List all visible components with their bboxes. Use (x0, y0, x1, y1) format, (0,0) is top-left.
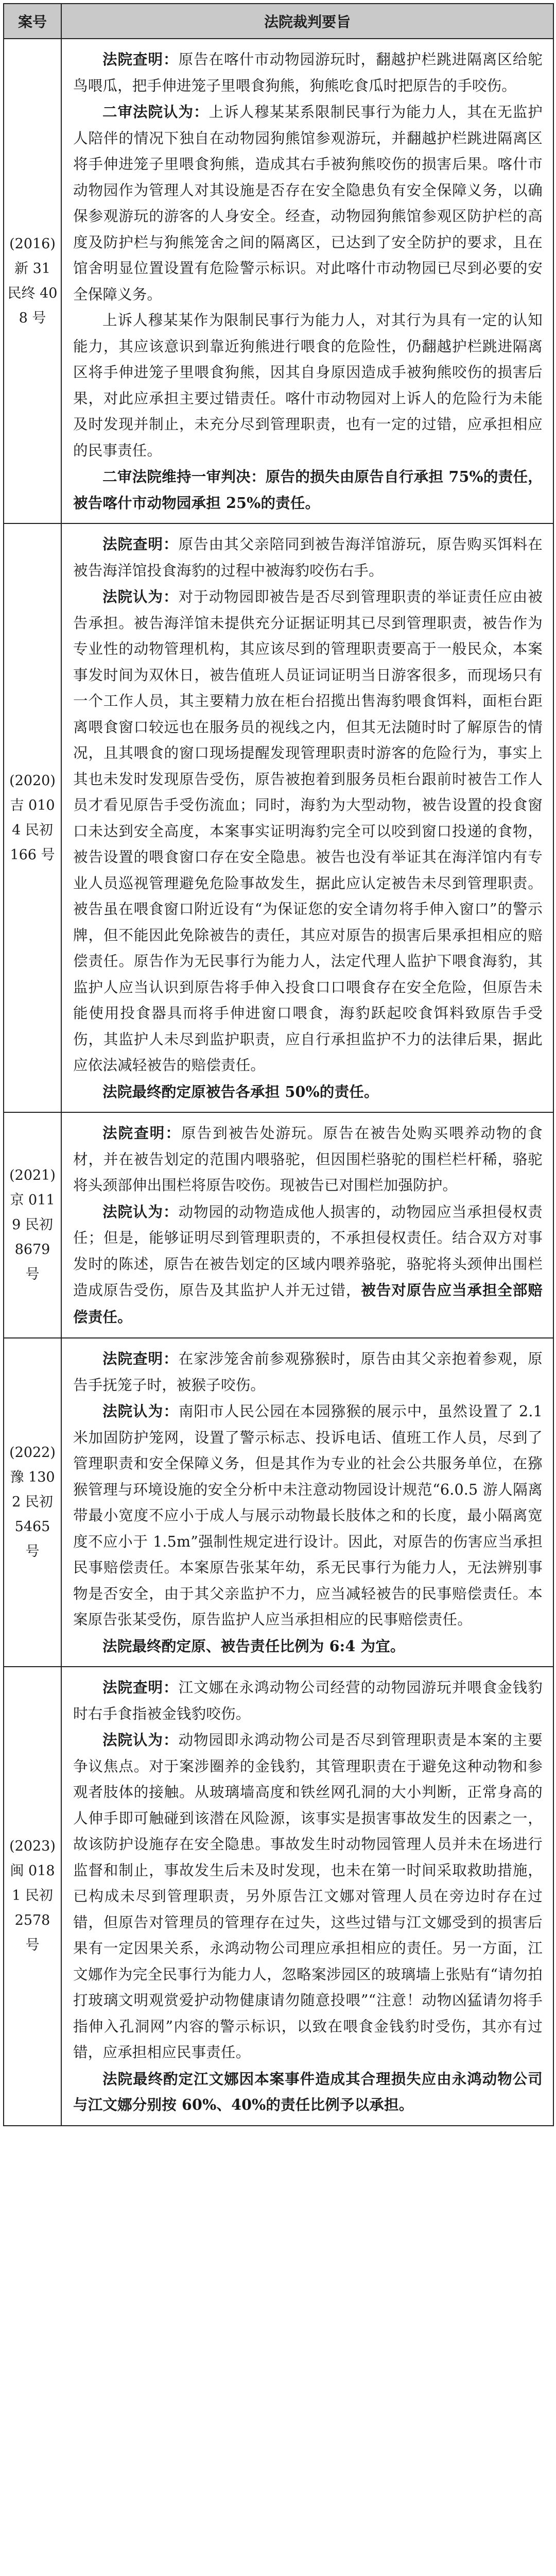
holding-cell (61, 1338, 553, 1667)
paragraph-label: 法院最终酌定原、被告责任比例为 6:4 为宜。 (102, 1637, 405, 1655)
emphasis-text: 被告对原告应当承担全部赔偿责任。 (73, 1281, 543, 1326)
case-row (4, 39, 553, 523)
holding-paragraph (73, 1398, 543, 1633)
holding-cell (61, 39, 553, 523)
paragraph-text: 动物园即永鸿动物公司是否尽到管理职责是本案的主要争议焦点。对于案涉圈养的金钱豹，其管理职责在于避免这种动物和参观者肢体的接触。从玻璃墙高度和铁丝网孔洞的大小判断，正常身高的人伸手即可触碰到该潜在风险源，该事实是损害事故发生的因素之一，故该防护设施存在安全隐患。事故发生时动物园管理人员并未在场进行监督和制止，事故发生后未及时发现，也未在第一时间采取救助措施，已构成未尽到管理职责，另外原告江文娜对管理人员在旁边时存在过错，但原告对管理员的管理存在过失，这些过错与江文娜受到的损害后果有一定因果关系，永鸿动物公司理应承担相应的责任。另一方面，江文娜作为完全民事行为能力人，忽略案涉园区的玻璃墙上张贴有“请勿拍打玻璃文明观赏爱护动物健康请勿随意投喂”“注意！动物凶猛请勿将手指伸入孔洞网”内容的警示标识，以致在喂食金钱豹时受伤，其亦有过错，应承担相应民事责任。 (73, 1732, 543, 2061)
holding-conclusion (73, 464, 543, 516)
paragraph-label: 法院查明： (102, 1679, 179, 1696)
paragraph-label: 法院最终酌定江文娜因本案事件造成其合理损失应由永鸿动物公司与江文娜分别按 60%、40%的责任比例予以承担。 (73, 2070, 543, 2113)
holding-paragraph (73, 1674, 543, 1727)
paragraph-text: 原告由其父亲陪同到被告海洋馆游玩，原告购买饵料在被告海洋馆投食海豹的过程中被海豹咬伤右手。 (73, 536, 543, 579)
paragraph-label: 法院查明： (102, 1350, 179, 1367)
holding-conclusion (73, 1079, 543, 1105)
paragraph-label: 二审法院认为： (102, 103, 209, 121)
holding-cell (61, 1112, 553, 1338)
paragraph-text: 南阳市人民公园在本园猕猴的展示中，虽然设置了 2.1 米加固防护笼网，设置了警示标志、投诉电话、值班工作人员，尽到了管理职责和安全保障义务，但是其作为专业的社会公共服务单位，在猕猴管理与环境设施的安全分析中未注意动物园设计规范“6.0.5 游人隔离带最小宽度不应小于成人与展示动物最长肢体之和的长度，最小隔离宽度不应小于 1.5m”强制性规定进行设计。因此，对原告的伤害应当承担民事赔偿责任。本案原告张某年幼，系无民事行为能力人，无法辨别事物是否安全，由于其父亲监护不力，应当减轻被告的民事赔偿责任。本案原告张某受伤，原告监护人应当承担相应的民事赔偿责任。 (73, 1403, 543, 1628)
case-table-body (4, 39, 553, 2126)
paragraph-text: 上诉人穆某某系限制民事行为能力人，其在无监护人陪伴的情况下独自在动物园狗熊馆参观游玩，并翻越护栏跳进隔离区将手伸进笼子里喂食狗熊，造成其右手被狗熊咬伤的损害后果。喀什市动物园作为管理人对其设施是否存在安全隐患负有安全保障义务，以确保参观游玩的游客的人身安全。经查，动物园狗熊馆参观区防护栏的高度及防护栏与狗熊笼舍之间的隔离区，已达到了安全防护的要求，且在馆舍明显位置设置有危险警示标识。对此喀什市动物园已尽到必要的安全保障义务。 (73, 104, 543, 303)
paragraph-text: 原告到被告处游玩。原告在被告处购买喂养动物的食材，并在被告划定的范围内喂骆驼，但因围栏骆驼的围栏栏杆稀，骆驼将头颈部伸出围栏将原告咬伤。现被告已对围栏加强防护。 (73, 1125, 543, 1194)
table-header-row (4, 4, 553, 39)
paragraph-text: 江文娜在永鸿动物公司经营的动物园游玩并喂食金钱豹时右手食指被金钱豹咬伤。 (73, 1679, 543, 1722)
paragraph-text: 在家涉笼舍前参观猕猴时，原告由其父亲抱着参观，原告手抚笼子时，被猴子咬伤。 (73, 1350, 543, 1394)
column-header-holding: 法院裁判要旨 (61, 4, 553, 39)
case-row (4, 1667, 553, 2126)
holding-paragraph (73, 584, 543, 1079)
holding-paragraph (73, 1120, 543, 1199)
case-number: (2022) 豫 1302 民初 5465 号 (4, 1338, 61, 1667)
column-header-case-no: 案号 (4, 4, 61, 39)
case-number: (2021) 京 0119 民初 8679 号 (4, 1112, 61, 1338)
paragraph-label: 法院最终酌定原被告各承担 50%的责任。 (102, 1082, 379, 1100)
paragraph-label: 法院查明： (102, 1124, 182, 1142)
holding-paragraph (73, 308, 543, 464)
paragraph-text: 对于动物园即被告是否尽到管理职责的举证责任应由被告承担。被告海洋馆未提供充分证据证明其已尽到管理职责，被告作为专业性的动物管理机构，其应该尽到的管理职责要高于一般民众，本案事发时间为双休日，被告值班人员证词证明当日游客很多，而现场只有一个工作人员，其主要精力放在柜台招揽出售海豹喂食饵料，面柜台距离喂食窗口较远也在服务员的视线之内，但其无法随时时了解原告的情况，且其喂食的窗口现场提醒发现管理职责时游客的危险行为，事实上其也未发时发现原告受伤，原告被抱着到服务员柜台跟前时被告工作人员才看见原告手受伤流血；同时，海豹为大型动物，被告设置的投食窗口未达到安全高度，本案事实证明海豹完全可以咬到窗口投递的食物，被告设置的喂食窗口存在安全隐患。被告也没有举证其在海洋馆内有专业人员巡视管理避免危险事故发生，据此应认定被告未尽到管理职责。被告虽在喂食窗口附近设有“为保证您的安全请勿将手伸入窗口”的警示牌，但不能因此免除被告的责任，其应对原告的损害后果承担相应的赔偿责任。原告作为无民事行为能力人，法定代理人监护下喂食海豹，其监护人应当认识到原告将手伸入投食口口喂食存在安全危险，但原告未能使用投食器具而将手伸进窗口喂食，海豹跃起咬食饵料致原告手受伤，其监护人未尽到监护职责，应自行承担监护不力的法律后果，据此应依法减轻被告的赔偿责任。 (73, 588, 543, 1074)
holding-paragraph (73, 1199, 543, 1331)
case-row (4, 1112, 553, 1338)
paragraph-label: 法院认为： (102, 1731, 179, 1749)
paragraph-text: 动物园的动物造成他人损害的，动物园应当承担侵权责任；但是，能够证明尽到管理职责的，不承担侵权责任。结合双方对事发时的陈述，原告在被告划定的区域内喂养骆驼，骆驼将头颈伸出围栏造成原告受伤，原告及其监护人并无过错， (73, 1203, 543, 1299)
holding-paragraph (73, 531, 543, 584)
paragraph-text: 上诉人穆某某作为限制民事行为能力人，对其行为具有一定的认知能力，其应该意识到靠近狗熊进行喂食的危险性，仍翻越护栏跳进隔离区将手伸进笼子里喂食狗熊，因其自身原因造成手被狗熊咬伤的损害后果，对此应承担主要过错责任。喀什市动物园对上诉人的危险行为未能及时发现并制止，未充分尽到管理职责，也有一定的过错，应承担相应的民事责任。 (73, 312, 543, 459)
paragraph-label: 法院认为： (102, 588, 179, 605)
holding-cell (61, 523, 553, 1112)
case-table (3, 3, 554, 2126)
holding-paragraph (73, 46, 543, 99)
holding-cell (61, 1667, 553, 2126)
holding-paragraph (73, 1727, 543, 2066)
holding-conclusion (73, 1633, 543, 1659)
holding-conclusion (73, 2066, 543, 2118)
holding-paragraph (73, 1346, 543, 1398)
case-number: (2016) 新 31 民终 40 8 号 (4, 39, 61, 523)
case-number: (2020) 吉 0104 民初 166 号 (4, 523, 61, 1112)
paragraph-label: 法院查明： (102, 50, 179, 68)
paragraph-text: 原告在喀什市动物园游玩时，翻越护栏跳进隔离区给鸵鸟喂瓜，把手伸进笼子里喂食狗熊，狗熊吃食瓜时把原告的手咬伤。 (73, 51, 543, 94)
case-row (4, 523, 553, 1112)
paragraph-label: 法院认为： (102, 1402, 179, 1420)
paragraph-label: 法院查明： (102, 535, 179, 553)
paragraph-label: 二审法院维持一审判决：原告的损失由原告自行承担 75%的责任，被告喀什市动物园承担 25%的责任。 (73, 468, 543, 512)
case-number: (2023) 闽 0181 民初 2578 号 (4, 1667, 61, 2126)
case-row (4, 1338, 553, 1667)
holding-paragraph (73, 99, 543, 308)
paragraph-label: 法院认为： (102, 1202, 179, 1221)
